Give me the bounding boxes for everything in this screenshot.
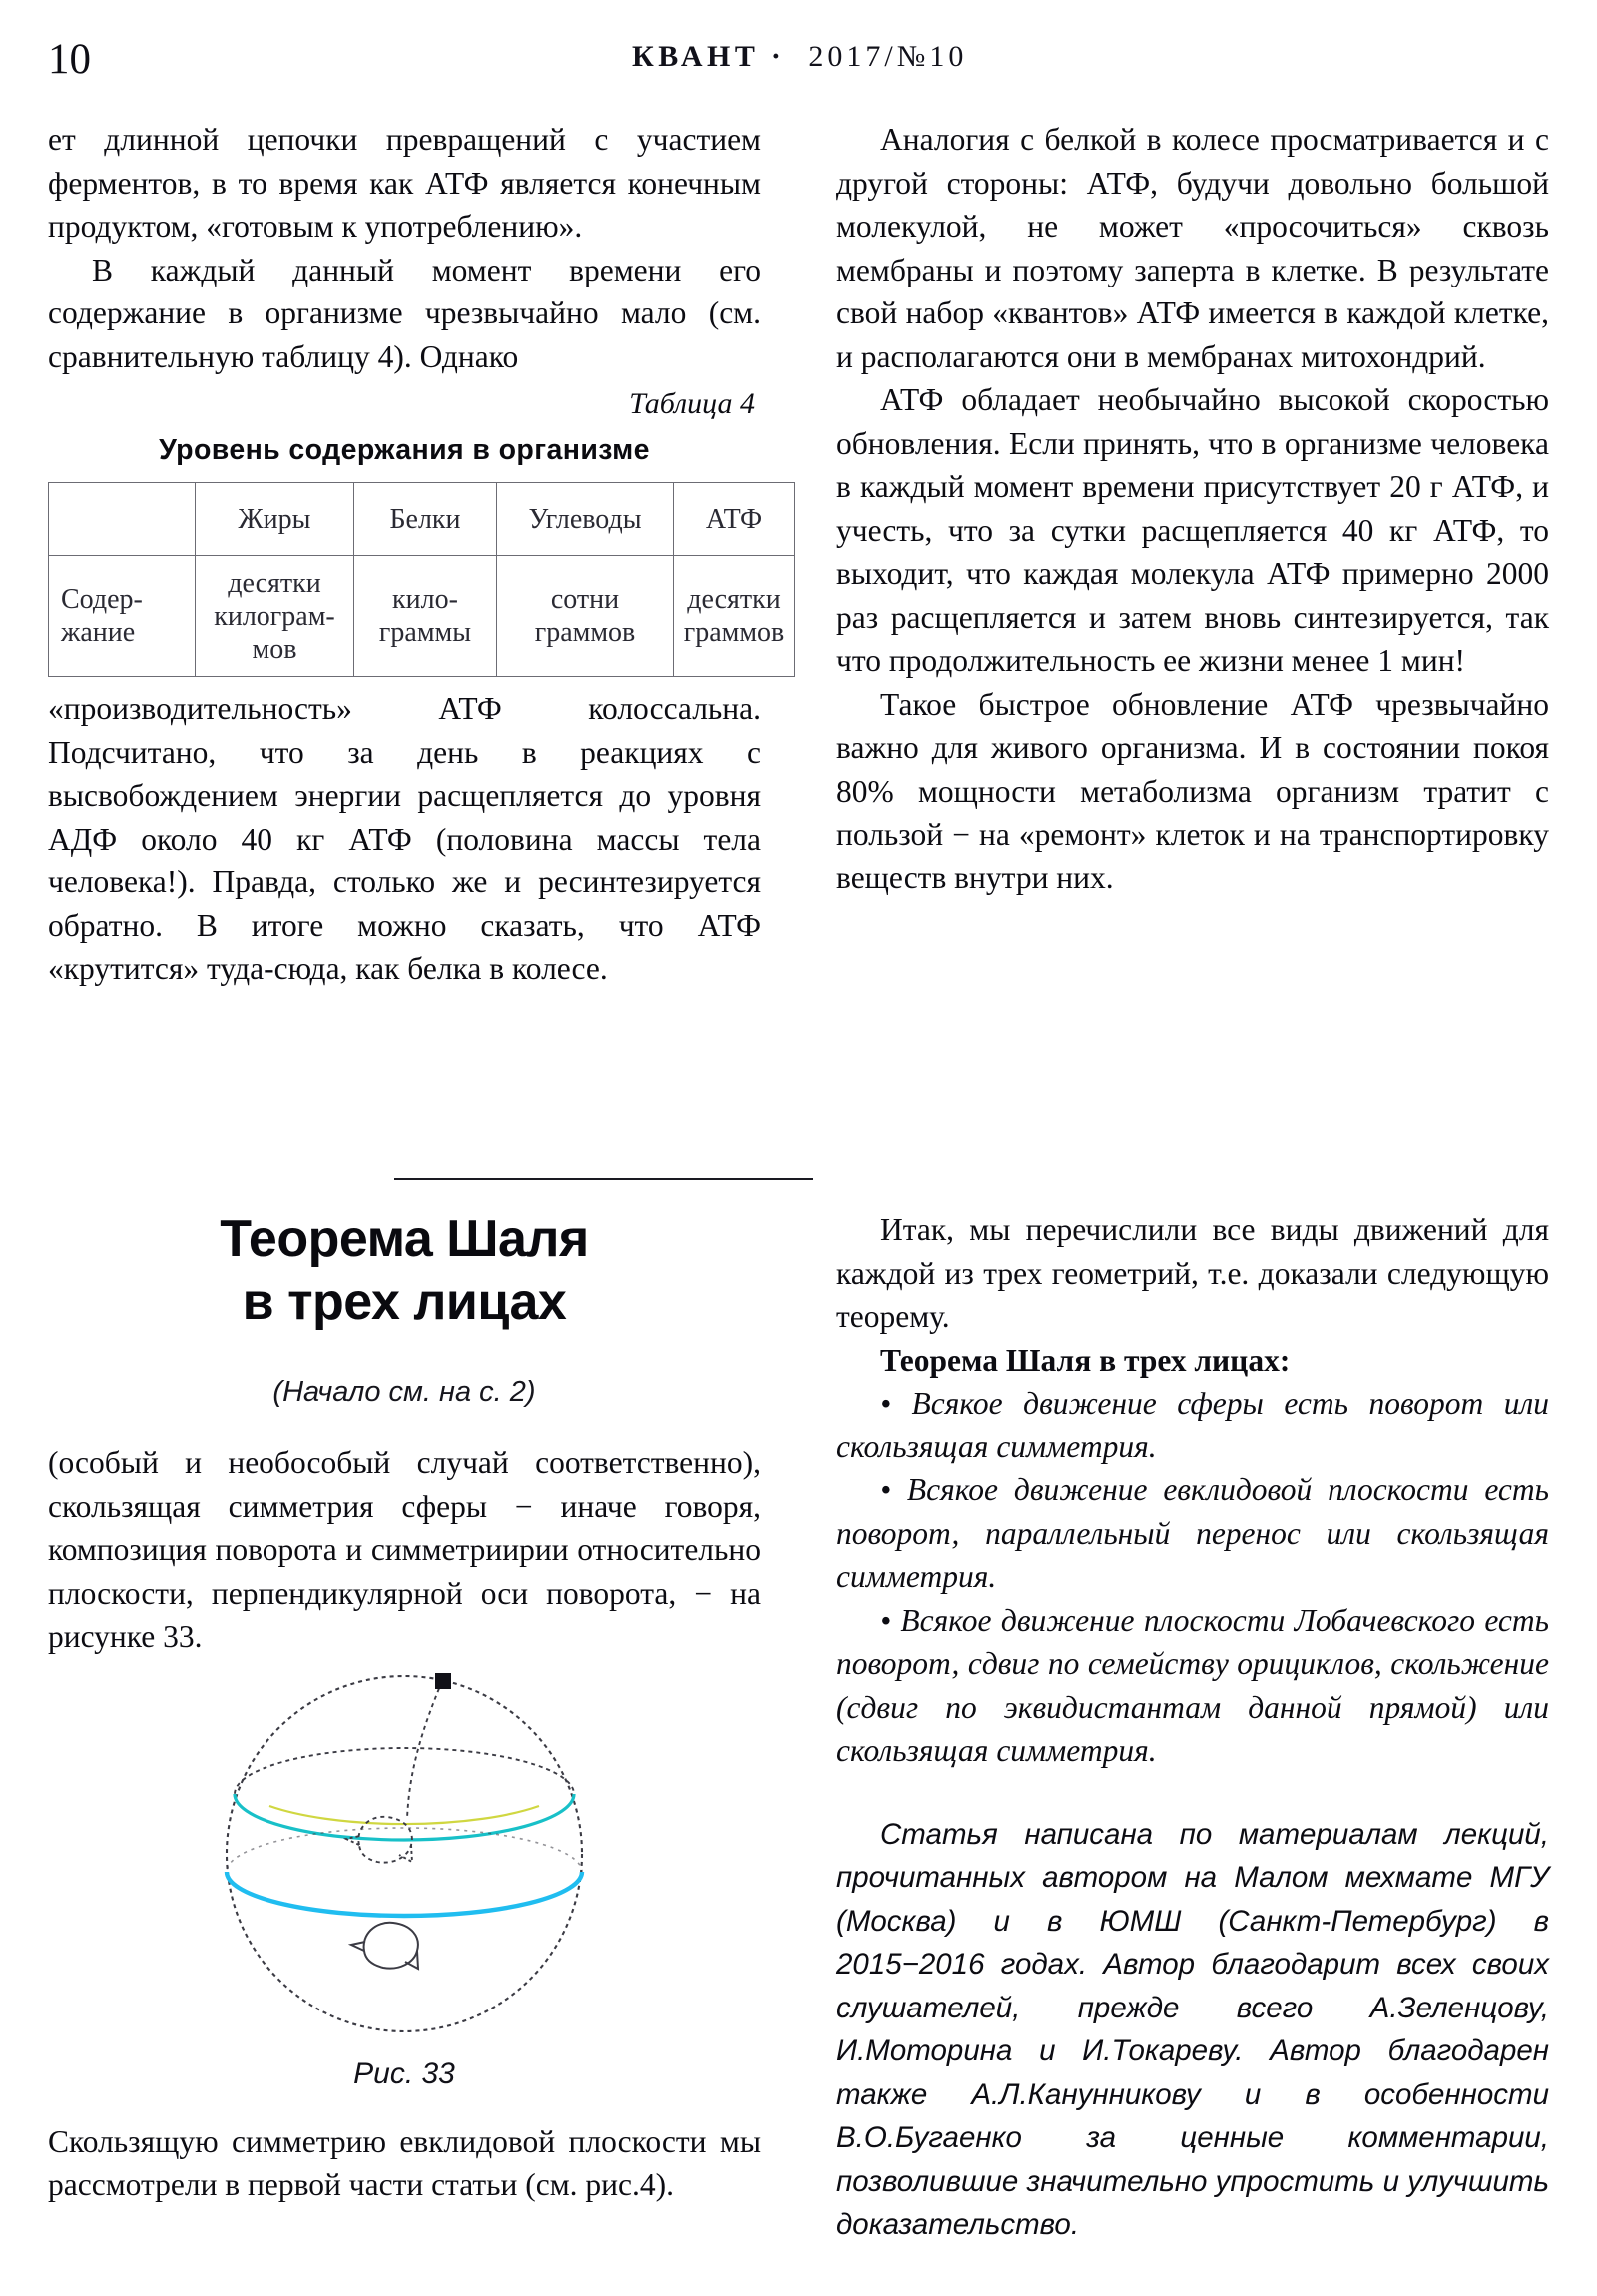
table-header-cell: Углеводы — [497, 483, 674, 556]
theorem-bullet: • Всякое движение евклидовой плоскости есть поворот, параллельный перенос или скользящая симметрия. — [836, 1472, 1549, 1594]
paragraph: ет длинной цепочки превращений с участием ферментов, в то время как АТФ является конечным продуктом, «готовым к употреблению». — [48, 122, 761, 244]
table-header-cell: АТФ — [674, 483, 795, 556]
article-title-line2: в трех лицах — [242, 1273, 567, 1331]
table-cell: сотни граммов — [497, 556, 674, 677]
paragraph: АТФ обладает необычайно высокой скоростью обновления. Если принять, что в организме человека в каждый момент времени присутствует 20 г АТФ, и учесть, что за сутки расщепляется 40 кг АТФ, то выходит, что каждая молекула АТФ примерно 2000 раз расщепляется и затем вновь синтезируется, так что продолжительность ее жизни менее 1 мин! — [836, 382, 1549, 678]
table-cell: десятки килограм- мов — [196, 556, 354, 677]
theorem-bullet: • Всякое движение сферы есть поворот или скользящая симметрия. — [836, 1386, 1549, 1464]
paragraph: Аналогия с белкой в колесе просматривается и с другой стороны: АТФ, будучи довольно большой молекулой, не может «просочиться» сквозь мембраны и поэтому заперта в клетке. В результате свой набор «квантов» АТФ имеется в каждой клетке, и располагаются они в мембранах митохондрий. — [836, 122, 1549, 374]
paragraph: (особый и необособый случай соответственно), скользящая симметрия сферы − иначе говоря, композиция поворота и симметриирии относительно плоскости, перпендикулярной оси поворота, − на рисунке 33. — [48, 1445, 761, 1654]
table-row-label: Содер- жание — [49, 556, 196, 677]
latitude-highlight-arc — [269, 1806, 539, 1824]
theorem-heading: Теорема Шаля в трех лицах: — [880, 1342, 1291, 1378]
left-column-article — [48, 1208, 761, 2207]
journal-issue: 2017/№10 — [808, 40, 968, 73]
right-column-article — [836, 1208, 1549, 2247]
journal-title — [632, 40, 967, 74]
theorem-bullet: • Всякое движение плоскости Лобачевского есть поворот, сдвиг по семейству орициклов, скольжение (сдвиг по эквидистантам данной прямой) или скользящая симметрия. — [836, 1602, 1549, 1768]
running-head — [48, 34, 1549, 90]
table-cell: кило- граммы — [354, 556, 497, 677]
article-title-line1: Теорема Шаля — [220, 1210, 589, 1268]
journal-name: КВАНТ — [632, 40, 760, 73]
pole-marker-square — [435, 1673, 451, 1689]
sphere-outline-circle — [227, 1676, 582, 2031]
article-continuation-note: (Начало см. на с. 2) — [272, 1376, 536, 1408]
table-header-cell — [49, 483, 196, 556]
header-separator: · — [770, 40, 786, 73]
comparison-table — [48, 482, 795, 677]
table-header-cell: Жиры — [196, 483, 354, 556]
meridian-arc — [407, 1681, 442, 1819]
sphere-diagram — [210, 1659, 599, 2048]
paragraph: Скользящую симметрию евклидовой плоскости мы рассмотрели в первой части статьи (см. рис.4). — [48, 2123, 761, 2202]
table-cell: десятки граммов — [674, 556, 795, 677]
paragraph: «производительность» АТФ колоссальна. Подсчитано, что за день в реакциях с высвобождением энергии расщепляется до уровня АДФ около 40 кг АТФ (половина массы тела человека!). Правда, столько же и ресинтезируется обратно. В итоге можно сказать, что АТФ «крутится» туда-сюда, как белка в колесе. — [48, 691, 761, 986]
page-number: 10 — [48, 36, 91, 83]
table-row — [49, 556, 795, 677]
section-divider — [394, 1178, 813, 1180]
left-column-top — [48, 118, 785, 991]
figure-33 — [48, 1659, 761, 2094]
upper-latitude-front-arc — [235, 1794, 574, 1840]
equator-front-arc — [227, 1872, 582, 1916]
right-column-top — [836, 118, 1549, 899]
figure-caption: Рис. 33 — [353, 2056, 455, 2090]
lower-motif-outline — [364, 1922, 418, 1968]
table-header-row — [49, 483, 795, 556]
table-title: Уровень содержания в организме — [159, 434, 650, 466]
table-number: Таблица 4 — [629, 387, 755, 420]
article-credit-note: Статья написана по материалам лекций, прочитанных автором на Малом мехмате МГУ (Москва) и в ЮМШ (Санкт-Петербург) в 2015−2016 годах. Автор благодарит всех своих слушателей, прежде всего А.Зеленцову, И.Моторина и И.Токареву. Автор благодарен также А.Л.Канунникову и в особенности В.О.Бугаенко за ценные комментарии, позволившие значительно упростить и улучшить доказательство. — [836, 1817, 1549, 2241]
paragraph: Итак, мы перечислили все виды движений для каждой из трех геометрий, т.е. доказали следующую теорему. — [836, 1212, 1549, 1334]
paragraph: Такое быстрое обновление АТФ чрезвычайно важно для живого организма. И в состоянии покоя 80% мощности метаболизма организм тратит с пользой − на «ремонт» клеток и на транспортировку веществ внутри них. — [836, 686, 1549, 895]
table-header-cell: Белки — [354, 483, 497, 556]
paragraph: В каждый данный момент времени его содержание в организме чрезвычайно мало (см. сравнительную таблицу 4). Однако — [48, 252, 761, 374]
